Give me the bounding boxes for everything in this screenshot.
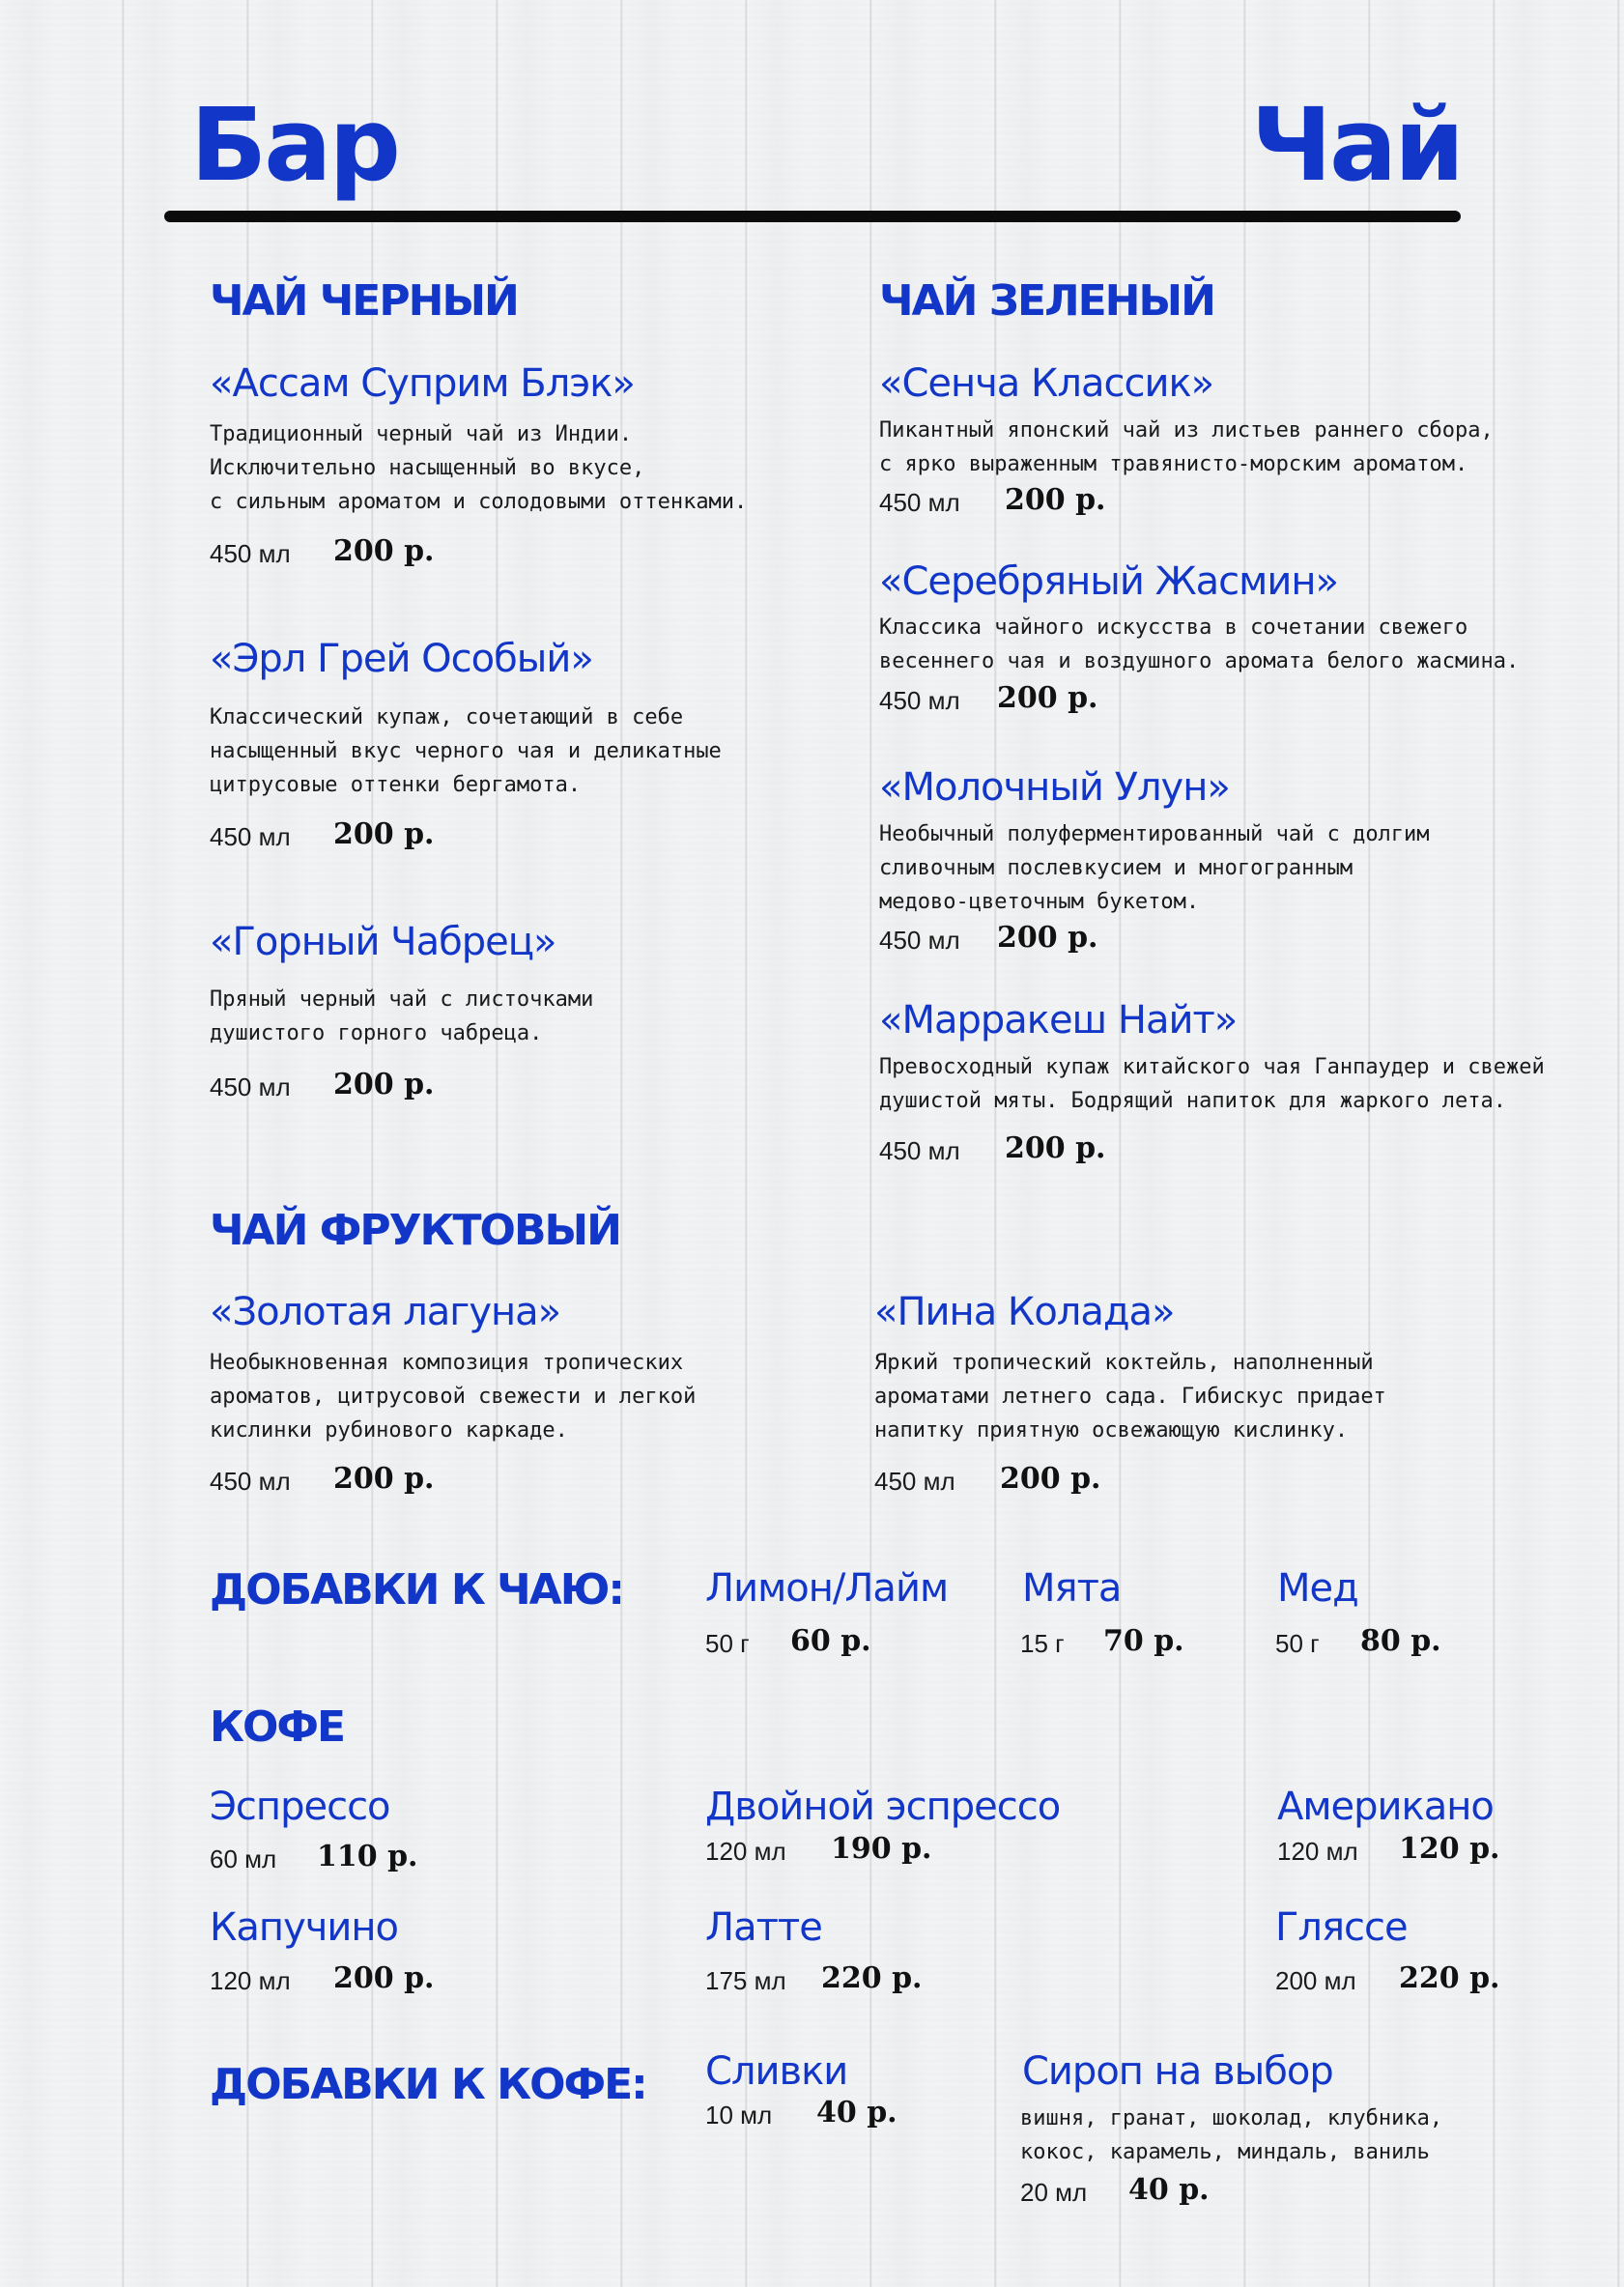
description-line: душистого горного чабреца.: [210, 1021, 543, 1045]
tea-item-price: 200 р.: [333, 534, 435, 568]
description-line: душистой мяты. Бодрящий напиток для жаркого лета.: [879, 1089, 1507, 1113]
addon-item-price: 70 р.: [1103, 1624, 1184, 1658]
section-black-tea-heading: ЧАЙ ЧЕРНЫЙ: [210, 276, 518, 326]
tea-item-description: [210, 700, 722, 802]
coffee-item-price: 110 р.: [317, 1840, 418, 1873]
description-line: вишня, гранат, шоколад, клубника,: [1020, 2106, 1443, 2130]
tea-item-description: [210, 417, 747, 519]
description-line: цитрусовые оттенки бергамота.: [210, 773, 582, 797]
description-line: медово-цветочным букетом.: [879, 890, 1200, 914]
coffee-item-volume: 120 мл: [705, 1837, 786, 1866]
addon-item-name: Мята: [1022, 1566, 1122, 1611]
addon-item-volume: 20 мл: [1020, 2178, 1088, 2207]
addon-item-name: Мед: [1277, 1566, 1358, 1611]
description-line: весеннего чая и воздушного аромата белого жасмина.: [879, 649, 1520, 673]
description-line: насыщенный вкус черного чая и деликатные: [210, 739, 722, 763]
coffee-item-volume: 200 мл: [1275, 1966, 1356, 1995]
tea-item-name: «Эрл Грей Особый»: [210, 637, 593, 681]
description-line: с ярко выраженным травянисто-морским ароматом.: [879, 452, 1468, 476]
coffee-item-volume: 120 мл: [1277, 1837, 1358, 1866]
addon-item-price: 40 р.: [816, 2096, 897, 2130]
tea-item-name: «Ассам Суприм Блэк»: [210, 361, 635, 406]
tea-item-name: «Пина Колада»: [874, 1290, 1175, 1334]
coffee-item-name: Эспрессо: [210, 1785, 390, 1829]
coffee-item-name: Латте: [705, 1905, 822, 1950]
tea-item-price: 200 р.: [1000, 1462, 1101, 1496]
tea-item-volume: 450 мл: [210, 822, 291, 851]
tea-item-name: «Марракеш Найт»: [879, 998, 1238, 1043]
page-title-right: Чай: [1250, 86, 1462, 204]
tea-item-volume: 450 мл: [874, 1467, 955, 1496]
addon-item-volume: 50 г: [705, 1629, 750, 1658]
page-title-left: Бар: [190, 86, 398, 204]
coffee-item-name: Капучино: [210, 1905, 398, 1950]
tea-item-description: [210, 983, 593, 1050]
header-divider: [164, 211, 1461, 222]
description-line: кислинки рубинового каркаде.: [210, 1418, 568, 1443]
tea-item-volume: 450 мл: [879, 686, 960, 715]
tea-item-volume: 450 мл: [210, 539, 291, 568]
description-line: Классика чайного искусства в сочетании свежего: [879, 615, 1468, 640]
tea-item-description: [874, 1346, 1386, 1447]
description-line: Превосходный купаж китайского чая Ганпаудер и свежей: [879, 1055, 1545, 1079]
tea-item-volume: 450 мл: [879, 1136, 960, 1165]
tea-item-volume: 450 мл: [210, 1467, 291, 1496]
coffee-item-volume: 120 мл: [210, 1966, 291, 1995]
description-line: Классический купаж, сочетающий в себе: [210, 705, 684, 729]
tea-item-price: 200 р.: [1005, 1131, 1106, 1165]
addon-item-name: Лимон/Лайм: [705, 1566, 949, 1611]
tea-item-volume: 450 мл: [879, 926, 960, 955]
addon-item-volume: 50 г: [1275, 1629, 1320, 1658]
addon-item-price: 60 р.: [790, 1624, 871, 1658]
section-tea-addons-heading: ДОБАВКИ К ЧАЮ:: [210, 1565, 623, 1615]
addon-item-name: Сливки: [705, 2049, 848, 2094]
coffee-item-name: Двойной эспрессо: [705, 1785, 1061, 1829]
description-line: с сильным ароматом и солодовыми оттенками.: [210, 490, 748, 514]
description-line: кокос, карамель, миндаль, ваниль: [1020, 2140, 1430, 2164]
addon-item-volume: 15 г: [1020, 1629, 1065, 1658]
addon-item-description: [1020, 2101, 1442, 2169]
coffee-item-price: 190 р.: [831, 1832, 932, 1866]
coffee-item-price: 200 р.: [333, 1961, 435, 1995]
coffee-item-price: 220 р.: [1399, 1961, 1500, 1995]
tea-item-volume: 450 мл: [879, 488, 960, 517]
coffee-item-price: 120 р.: [1399, 1832, 1500, 1866]
description-line: сливочным послевкусием и многогранным: [879, 856, 1353, 880]
tea-item-description: [879, 1050, 1545, 1118]
tea-item-price: 200 р.: [333, 1068, 435, 1101]
description-line: Необычный полуферментированный чай с долгим: [879, 822, 1430, 846]
section-coffee-heading: КОФЕ: [210, 1702, 345, 1752]
tea-item-description: [879, 611, 1519, 678]
description-line: ароматов, цитрусовой свежести и легкой: [210, 1385, 697, 1409]
coffee-item-volume: 175 мл: [705, 1966, 786, 1995]
description-line: Яркий тропический коктейль, наполненный: [874, 1351, 1374, 1375]
tea-item-name: «Серебряный Жасмин»: [879, 559, 1338, 604]
description-line: Традиционный черный чай из Индии.: [210, 422, 633, 446]
tea-item-name: «Горный Чабрец»: [210, 920, 556, 964]
tea-item-price: 200 р.: [997, 921, 1098, 955]
description-line: ароматами летнего сада. Гибискус придает: [874, 1385, 1386, 1409]
tea-item-name: «Золотая лагуна»: [210, 1290, 561, 1334]
section-fruit-tea-heading: ЧАЙ ФРУКТОВЫЙ: [210, 1206, 620, 1255]
tea-item-name: «Молочный Улун»: [879, 765, 1230, 810]
coffee-item-name: Американо: [1277, 1785, 1494, 1829]
tea-item-price: 200 р.: [333, 817, 435, 851]
addon-item-name: Сироп на выбор: [1022, 2049, 1333, 2094]
tea-item-price: 200 р.: [333, 1462, 435, 1496]
tea-item-description: [879, 817, 1430, 919]
tea-item-description: [879, 414, 1494, 481]
description-line: Необыкновенная композиция тропических: [210, 1351, 684, 1375]
description-line: Исключительно насыщенный во вкусе,: [210, 456, 645, 480]
tea-item-name: «Сенча Классик»: [879, 361, 1214, 406]
addon-item-price: 40 р.: [1128, 2173, 1210, 2207]
description-line: Пряный черный чай с листочками: [210, 987, 594, 1012]
tea-item-price: 200 р.: [1005, 483, 1106, 517]
tea-item-volume: 450 мл: [210, 1072, 291, 1101]
coffee-item-price: 220 р.: [821, 1961, 923, 1995]
description-line: Пикантный японский чай из листьев раннего сбора,: [879, 418, 1494, 443]
coffee-item-name: Гляссе: [1275, 1905, 1408, 1950]
coffee-item-volume: 60 мл: [210, 1844, 277, 1873]
description-line: напитку приятную освежающую кислинку.: [874, 1418, 1349, 1443]
section-coffee-addons-heading: ДОБАВКИ К КОФЕ:: [210, 2060, 646, 2109]
tea-item-price: 200 р.: [997, 681, 1098, 715]
tea-item-description: [210, 1346, 696, 1447]
section-green-tea-heading: ЧАЙ ЗЕЛЕНЫЙ: [879, 276, 1214, 326]
addon-item-price: 80 р.: [1360, 1624, 1441, 1658]
addon-item-volume: 10 мл: [705, 2101, 773, 2130]
